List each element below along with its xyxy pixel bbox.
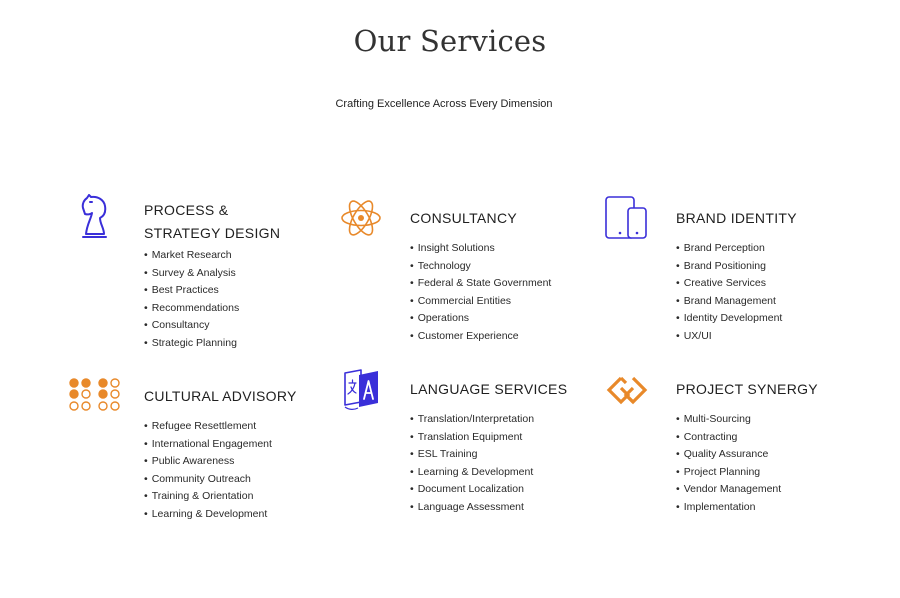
list-item: • Technology	[410, 258, 551, 276]
service-item-list	[144, 418, 272, 523]
list-item: • Project Planning	[676, 464, 781, 482]
list-item: • Contracting	[676, 429, 781, 447]
list-item: • Market Research	[144, 247, 239, 265]
service-title: CONSULTANCY	[410, 210, 518, 226]
list-item: • Training & Orientation	[144, 488, 272, 506]
tablet-phone-icon	[604, 196, 648, 240]
list-item: • Implementation	[676, 499, 781, 517]
list-item: • Identity Development	[676, 310, 782, 328]
list-item: • Brand Positioning	[676, 258, 782, 276]
link-chain-icon	[604, 374, 650, 406]
list-item: • Community Outreach	[144, 471, 272, 489]
page-subtitle: Crafting Excellence Across Every Dimension	[335, 98, 553, 110]
service-item-list	[676, 411, 781, 516]
list-item: • Creative Services	[676, 275, 782, 293]
list-item: • Document Localization	[410, 481, 534, 499]
list-item: • Survey & Analysis	[144, 265, 239, 283]
atom-icon	[340, 197, 382, 239]
list-item: • Translation Equipment	[410, 429, 534, 447]
knight-chess-icon	[78, 194, 112, 240]
dot-grid-icon	[68, 377, 122, 413]
list-item: • Insight Solutions	[410, 240, 551, 258]
list-item: • Refugee Resettlement	[144, 418, 272, 436]
list-item: • Commercial Entities	[410, 293, 551, 311]
service-title: CULTURAL ADVISORY	[144, 388, 297, 404]
service-title: BRAND IDENTITY	[676, 210, 797, 226]
list-item: • Brand Management	[676, 293, 782, 311]
list-item: • Consultancy	[144, 317, 239, 335]
translate-icon	[341, 369, 381, 411]
list-item: • Best Practices	[144, 282, 239, 300]
list-item: • Translation/Interpretation	[410, 411, 534, 429]
page-title: Our Services	[353, 24, 547, 58]
list-item: • Learning & Development	[410, 464, 534, 482]
list-item: • Quality Assurance	[676, 446, 781, 464]
service-item-list	[410, 240, 551, 345]
list-item: • International Engagement	[144, 436, 272, 454]
list-item: • Public Awareness	[144, 453, 272, 471]
list-item: • Customer Experience	[410, 328, 551, 346]
list-item: • Brand Perception	[676, 240, 782, 258]
list-item: • Operations	[410, 310, 551, 328]
service-item-list	[676, 240, 782, 345]
service-item-list	[144, 247, 239, 352]
list-item: • Recommendations	[144, 300, 239, 318]
service-title: PROJECT SYNERGY	[676, 381, 818, 397]
service-item-list	[410, 411, 534, 516]
list-item: • Strategic Planning	[144, 335, 239, 353]
service-title-line-2: STRATEGY DESIGN	[144, 225, 281, 241]
list-item: • Vendor Management	[676, 481, 781, 499]
list-item: • UX/UI	[676, 328, 782, 346]
list-item: • ESL Training	[410, 446, 534, 464]
service-title: LANGUAGE SERVICES	[410, 381, 568, 397]
list-item: • Multi-Sourcing	[676, 411, 781, 429]
service-title-line-1: PROCESS &	[144, 202, 229, 218]
list-item: • Language Assessment	[410, 499, 534, 517]
list-item: • Learning & Development	[144, 506, 272, 524]
list-item: • Federal & State Government	[410, 275, 551, 293]
